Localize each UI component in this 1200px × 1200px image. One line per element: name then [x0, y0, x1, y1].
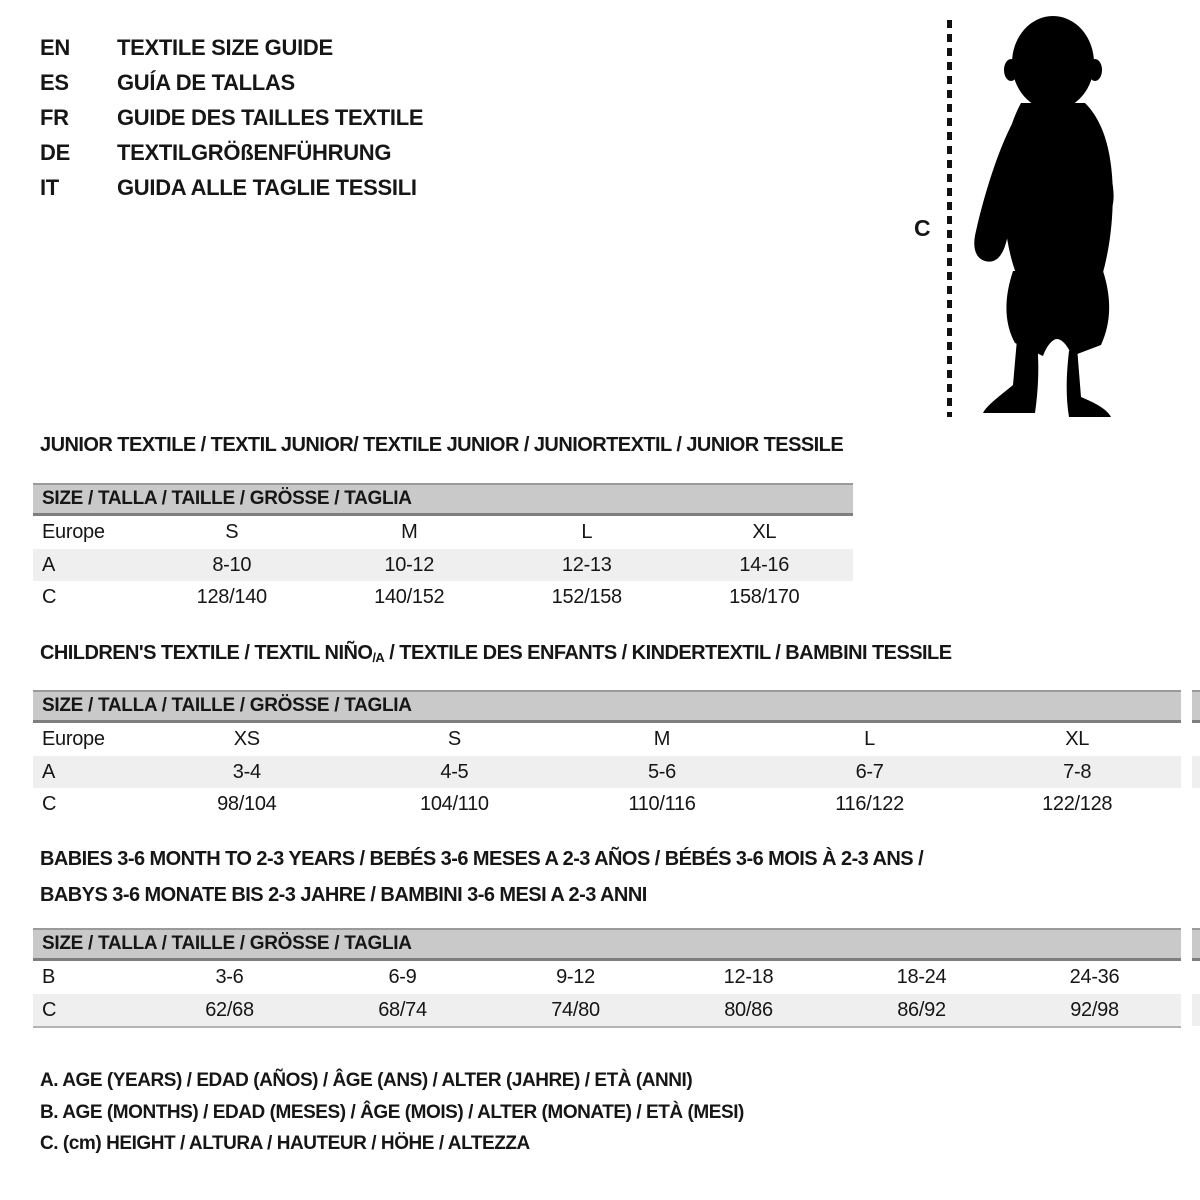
baby-silhouette-icon: [965, 13, 1140, 422]
edge-sliver: [1192, 994, 1200, 1027]
lang-label: GUIDE DES TAILLES TEXTILE: [117, 105, 424, 130]
footnote-a: A. AGE (YEARS) / EDAD (AÑOS) / ÂGE (ANS) / ALTER (JAHRE) / ETÀ (ANNI): [40, 1070, 693, 1091]
table-row: [33, 961, 1181, 994]
table-cell: 128/140: [196, 586, 267, 608]
table-cell: 8-10: [212, 553, 252, 576]
babies-section-title-line1: BABIES 3-6 MONTH TO 2-3 YEARS / BEBÉS 3-6 MESES A 2-3 AÑOS / BÉBÉS 3-6 MOIS À 2-3 ANS /: [40, 848, 924, 870]
lang-row-es: [40, 65, 423, 100]
table-cell: 10-12: [384, 553, 435, 576]
table-cell: 116/122: [835, 793, 904, 815]
table-row: [33, 549, 853, 582]
height-dashed-line: [947, 20, 952, 417]
edge-sliver: [1192, 756, 1200, 789]
footnote-b: B. AGE (MONTHS) / EDAD (MESES) / ÂGE (MOIS) / ALTER (MONATE) / ETÀ (MESI): [40, 1102, 744, 1123]
children-title-post: / TEXTILE DES ENFANTS / KINDERTEXTIL / BAMBINI TESSILE: [384, 642, 952, 664]
table-cell: S: [225, 521, 239, 543]
size-header-bar: SIZE / TALLA / TAILLE / GRÖSSE / TAGLIA: [33, 928, 1181, 961]
table-row: [33, 994, 1181, 1029]
table-cell: 24-36: [1069, 966, 1120, 988]
table-cell: S: [447, 728, 461, 750]
table-cell: 80/86: [724, 998, 773, 1021]
table-cell: 86/92: [897, 998, 946, 1021]
table-cell: 122/128: [1042, 793, 1113, 815]
babies-section-title-line2: BABYS 3-6 MONATE BIS 2-3 JAHRE / BAMBINI 3-6 MESI A 2-3 ANNI: [40, 884, 647, 906]
table-cell: 140/152: [374, 586, 445, 608]
table-cell: 4-5: [440, 760, 469, 783]
size-header-bar: SIZE / TALLA / TAILLE / GRÖSSE / TAGLIA: [33, 483, 853, 516]
edge-sliver: [1192, 928, 1200, 961]
lang-code: IT: [40, 175, 59, 200]
table-rows: [33, 516, 853, 614]
lang-row-de: [40, 135, 423, 170]
children-title-pre: CHILDREN'S TEXTILE / TEXTIL NIÑO: [40, 642, 373, 664]
table-cell: 14-16: [739, 553, 790, 576]
lang-row-it: [40, 170, 423, 205]
children-size-table: [33, 690, 1181, 821]
lang-code: FR: [40, 105, 69, 130]
table-cell: 12-18: [723, 966, 774, 988]
table-cell: 104/110: [420, 793, 489, 815]
table-cell: XL: [1065, 728, 1090, 750]
babies-size-table: [33, 928, 1181, 1028]
row-label: A: [42, 553, 56, 576]
table-cell: 3-4: [232, 760, 261, 783]
table-row: [33, 756, 1181, 789]
size-header-bar: SIZE / TALLA / TAILLE / GRÖSSE / TAGLIA: [33, 690, 1181, 723]
table-rows: [33, 723, 1181, 821]
children-section-title: [40, 642, 952, 665]
lang-row-fr: [40, 100, 423, 135]
row-label: B: [42, 966, 56, 988]
row-label: C: [42, 793, 57, 815]
lang-code: DE: [40, 140, 70, 165]
table-cell: L: [864, 728, 875, 750]
row-label: A: [42, 760, 56, 783]
table-cell: 110/116: [628, 793, 696, 815]
table-cell: 92/98: [1070, 998, 1119, 1021]
table-cell: M: [653, 728, 671, 750]
lang-label: GUIDA ALLE TAGLIE TESSILI: [117, 175, 417, 200]
row-label: Europe: [42, 521, 105, 543]
table-row: [33, 723, 1181, 756]
table-cell: 74/80: [551, 998, 600, 1021]
junior-section-title: JUNIOR TEXTILE / TEXTIL JUNIOR/ TEXTILE JUNIOR / JUNIORTEXTIL / JUNIOR TESSILE: [40, 434, 844, 456]
language-legend: [40, 30, 423, 205]
row-label: C: [42, 586, 57, 608]
table-cell: 18-24: [896, 966, 947, 988]
table-cell: 62/68: [205, 998, 254, 1021]
table-cell: 12-13: [561, 553, 612, 576]
table-cell: M: [401, 521, 418, 543]
table-cell: 5-6: [647, 760, 676, 783]
table-cell: 158/170: [729, 586, 800, 608]
edge-sliver: [1192, 690, 1200, 723]
table-cell: XL: [752, 521, 777, 543]
table-row: [33, 788, 1181, 821]
table-cell: 7-8: [1063, 760, 1092, 783]
row-label: C: [42, 998, 57, 1021]
table-cell: 152/158: [551, 586, 622, 608]
table-cell: 98/104: [217, 793, 277, 815]
table-cell: 6-7: [855, 760, 884, 783]
lang-code: EN: [40, 35, 70, 60]
lang-label: TEXTILE SIZE GUIDE: [117, 35, 333, 60]
table-cell: 3-6: [215, 966, 244, 988]
lang-label: TEXTILGRÖßENFÜHRUNG: [117, 140, 392, 165]
table-row: [33, 516, 853, 549]
height-measure-label: C: [914, 215, 931, 241]
table-cell: L: [581, 521, 593, 543]
lang-row-en: [40, 30, 423, 65]
lang-code: ES: [40, 70, 69, 95]
children-title-sub: /A: [372, 650, 385, 665]
table-cell: 6-9: [388, 966, 417, 988]
row-label: Europe: [42, 728, 105, 750]
footnote-c: C. (cm) HEIGHT / ALTURA / HAUTEUR / HÖHE / ALTEZZA: [40, 1133, 530, 1154]
table-rows: [33, 961, 1181, 1028]
table-cell: XS: [233, 728, 260, 750]
table-cell: 9-12: [556, 966, 595, 988]
table-row: [33, 581, 853, 614]
lang-label: GUÍA DE TALLAS: [117, 70, 295, 95]
junior-size-table: [33, 483, 853, 614]
table-cell: 68/74: [378, 998, 427, 1021]
